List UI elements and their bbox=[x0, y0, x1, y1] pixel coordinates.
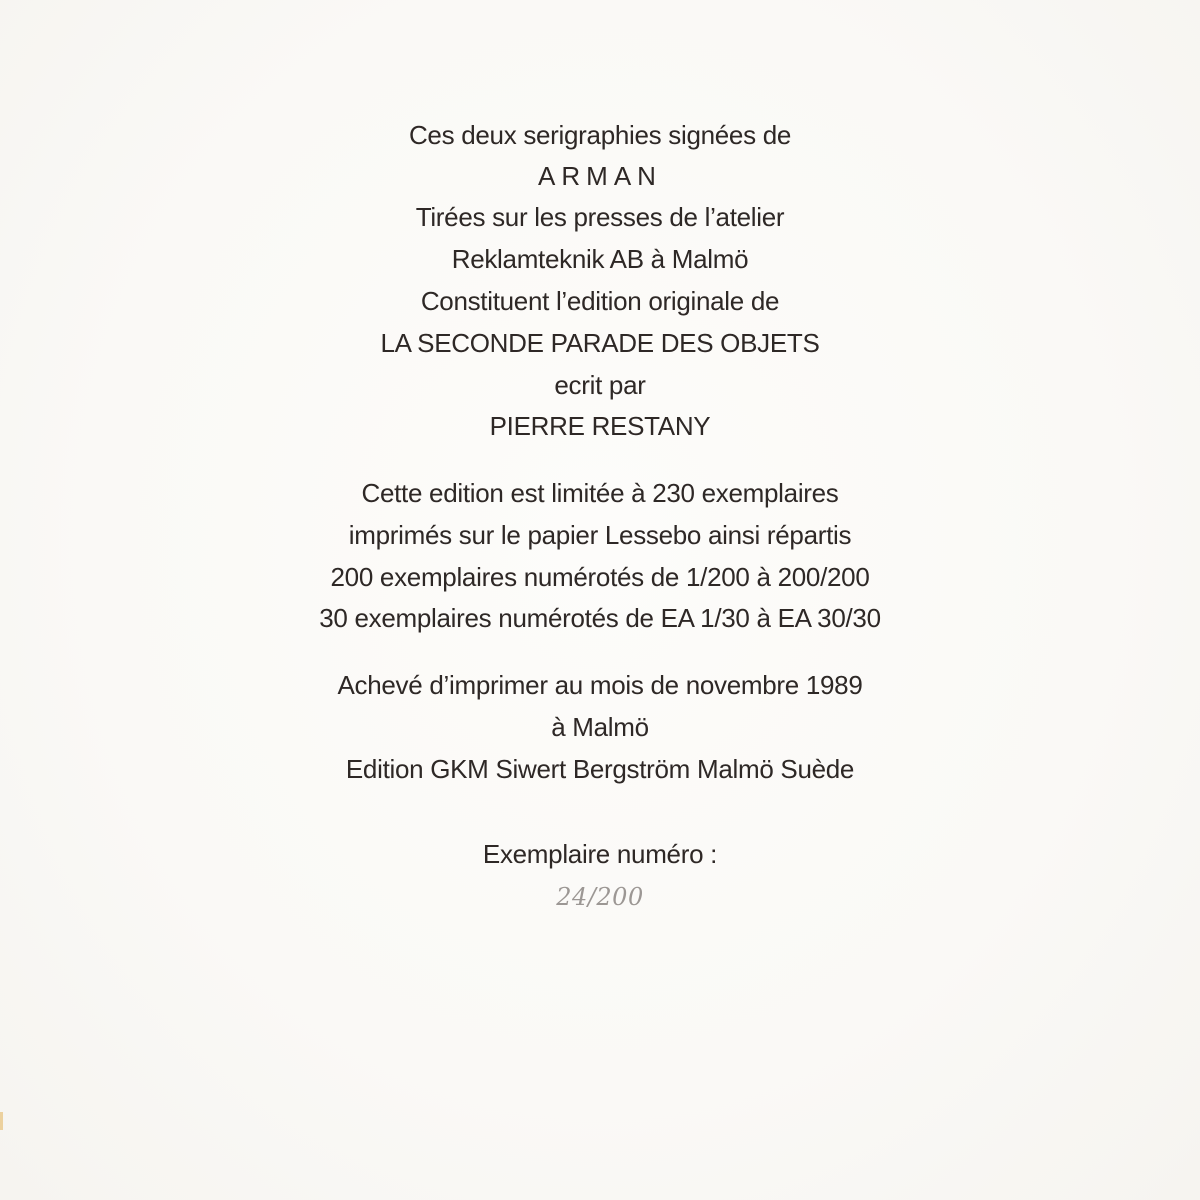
printing-line-3: Edition GKM Siwert Bergström Malmö Suède bbox=[345, 754, 855, 784]
copy-number-label: Exemplaire numéro : bbox=[482, 839, 718, 869]
intro-line-1: Ces deux serigraphies signées de bbox=[408, 120, 792, 150]
author-name: PIERRE RESTANY bbox=[489, 411, 711, 441]
printing-line-2: à Malmö bbox=[551, 712, 649, 742]
edition-line-3: 200 exemplaires numérotés de 1/200 à 200/200 bbox=[330, 562, 870, 592]
edition-line-4: 30 exemplaires numérotés de EA 1/30 à EA 30/30 bbox=[319, 603, 881, 633]
artist-name: ARMAN bbox=[538, 161, 662, 191]
intro-line-3: Tirées sur les presses de l’atelier bbox=[415, 202, 785, 232]
handwritten-copy-number: 24/200 bbox=[556, 883, 644, 911]
intro-line-4: Reklamteknik AB à Malmö bbox=[451, 244, 749, 274]
paper-edge-mark bbox=[0, 1112, 3, 1130]
book-title: LA SECONDE PARADE DES OBJETS bbox=[380, 328, 820, 358]
printing-line-1: Achevé d’imprimer au mois de novembre 1989 bbox=[337, 670, 863, 700]
intro-line-7: ecrit par bbox=[554, 370, 646, 400]
intro-line-5: Constituent l’edition originale de bbox=[420, 286, 780, 316]
edition-line-1: Cette edition est limitée à 230 exemplaires bbox=[361, 478, 839, 508]
edition-line-2: imprimés sur le papier Lessebo ainsi répartis bbox=[348, 520, 852, 550]
